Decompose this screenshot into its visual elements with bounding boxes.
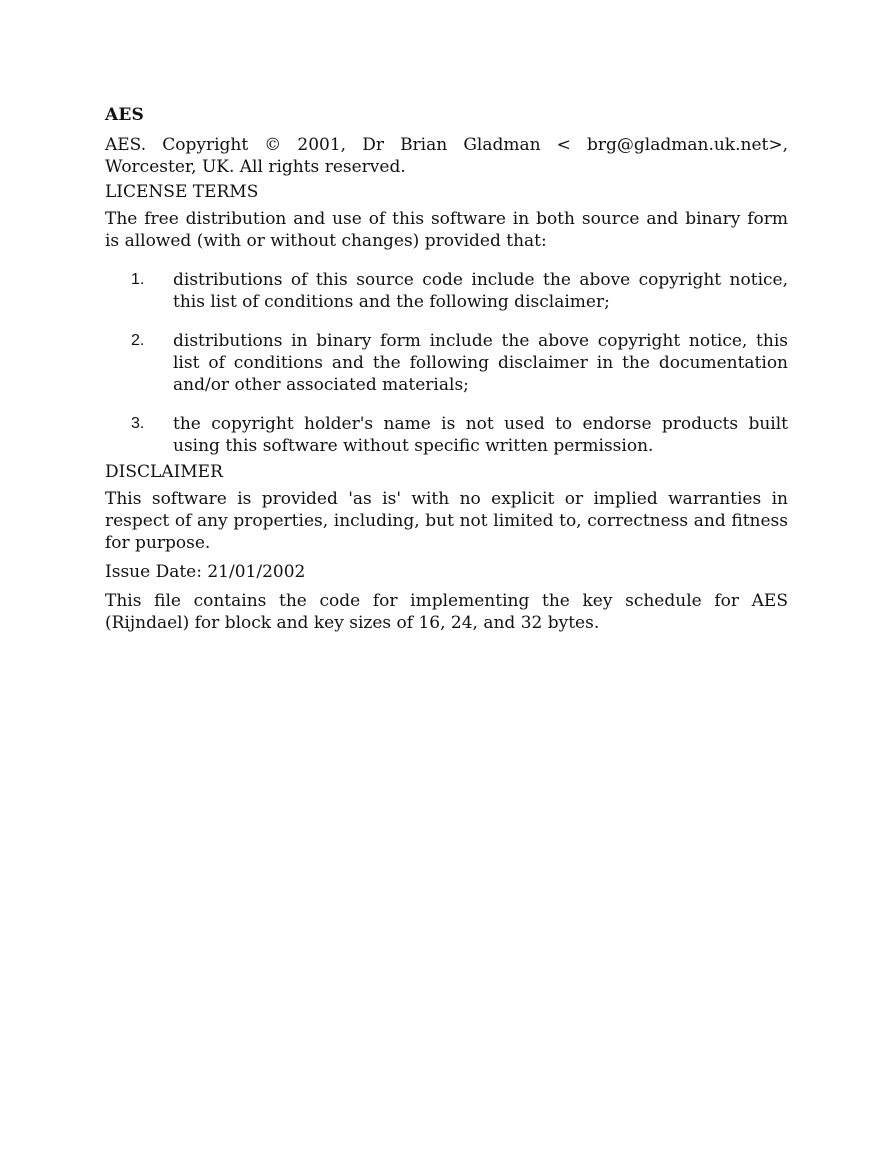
list-item [105,269,788,313]
license-intro: The free distribution and use of this software in both source and binary form is allowed (with or without changes) provided that: [105,209,788,251]
document-heading: AES [105,105,145,125]
list-item-number: 2. [131,332,145,349]
file-description: This file contains the code for implementing the key schedule for AES (Rijndael) for block and key sizes of 16, 24, and 32 bytes. [105,591,788,633]
list-item-text: the copyright holder's name is not used to endorse products built using this software without specific written permission. [173,414,788,456]
list-item [105,330,788,396]
list-item-number: 3. [131,415,145,432]
document-page [105,104,788,634]
issue-date: Issue Date: 21/01/2002 [105,562,306,582]
list-item-text: distributions in binary form include the above copyright notice, this list of conditions and the following disclaimer in the documentation and/or other associated materials; [173,331,788,395]
list-item-text: distributions of this source code include the above copyright notice, this list of conditions and the following disclaimer; [173,270,788,312]
conditions-list [105,269,788,457]
disclaimer-text: This software is provided 'as is' with no explicit or implied warranties in respect of any properties, including, but not limited to, correctness and fitness for purpose. [105,489,788,553]
license-terms-label: LICENSE TERMS [105,182,259,202]
disclaimer-label: DISCLAIMER [105,462,223,482]
list-item [105,413,788,457]
copyright-notice: AES. Copyright © 2001, Dr Brian Gladman < brg@gladman.uk.net>, Worcester, UK. All rights reserved. [105,135,788,177]
list-item-number: 1. [131,271,145,288]
